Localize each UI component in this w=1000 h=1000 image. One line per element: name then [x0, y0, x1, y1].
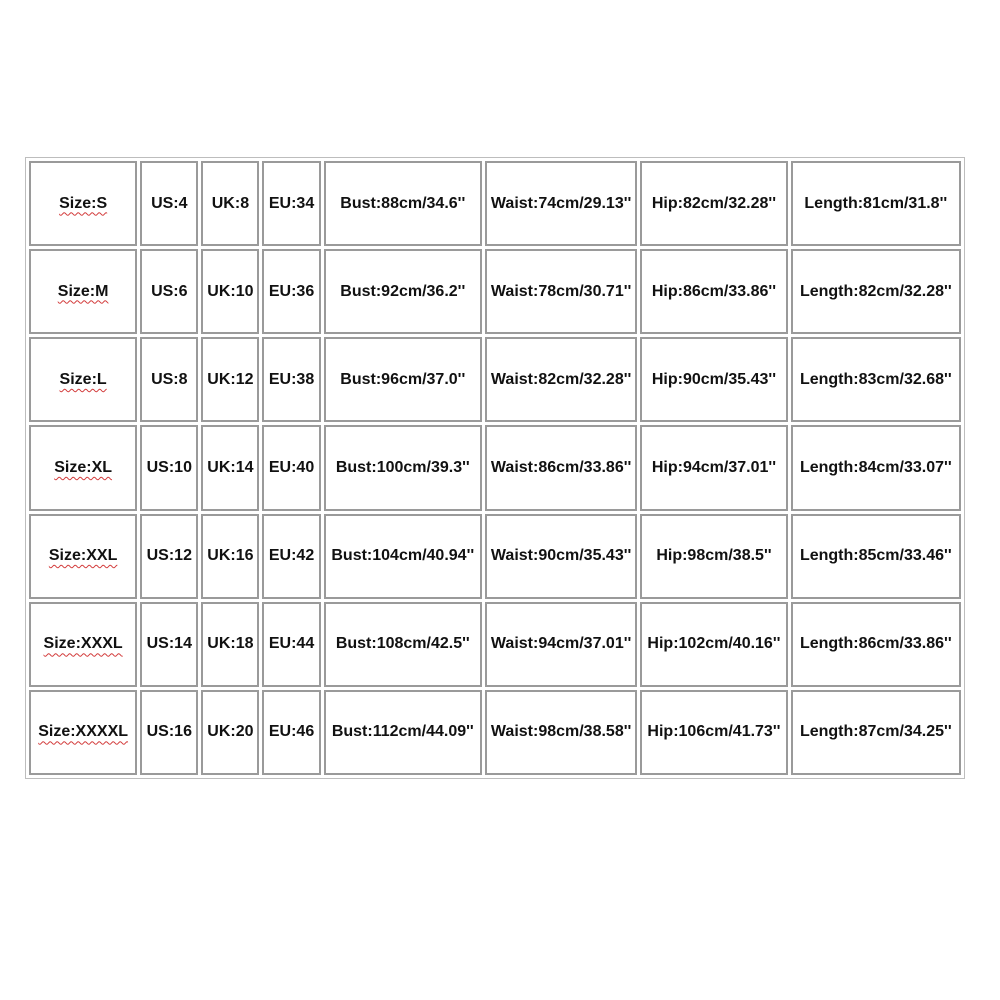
size-cell [29, 337, 137, 422]
eu-size-cell: EU:44 [262, 602, 320, 687]
waist-cell: Waist:86cm/33.86'' [485, 425, 637, 510]
us-size-cell: US:8 [140, 337, 198, 422]
size-label: Size:XXXXL [38, 723, 129, 741]
size-chart-table [25, 157, 965, 779]
size-cell [29, 602, 137, 687]
length-cell: Length:85cm/33.46'' [791, 514, 961, 599]
size-cell [29, 514, 137, 599]
bust-cell: Bust:112cm/44.09'' [324, 690, 482, 775]
size-cell [29, 690, 137, 775]
bust-cell: Bust:104cm/40.94'' [324, 514, 482, 599]
size-cell [29, 161, 137, 246]
us-size-cell: US:12 [140, 514, 198, 599]
eu-size-cell: EU:42 [262, 514, 320, 599]
uk-size-cell: UK:20 [201, 690, 259, 775]
size-label: Size:M [57, 282, 109, 300]
waist-cell: Waist:98cm/38.58'' [485, 690, 637, 775]
uk-size-cell: UK:16 [201, 514, 259, 599]
uk-size-cell: UK:18 [201, 602, 259, 687]
us-size-cell: US:4 [140, 161, 198, 246]
hip-cell: Hip:86cm/33.86'' [640, 249, 787, 334]
uk-size-cell: UK:10 [201, 249, 259, 334]
waist-cell: Waist:94cm/37.01'' [485, 602, 637, 687]
hip-cell: Hip:94cm/37.01'' [640, 425, 787, 510]
length-cell: Length:84cm/33.07'' [791, 425, 961, 510]
eu-size-cell: EU:36 [262, 249, 320, 334]
us-size-cell: US:10 [140, 425, 198, 510]
uk-size-cell: UK:12 [201, 337, 259, 422]
waist-cell: Waist:82cm/32.28'' [485, 337, 637, 422]
size-label: Size:S [59, 194, 108, 212]
waist-cell: Waist:74cm/29.13'' [485, 161, 637, 246]
table-row [29, 161, 961, 246]
size-label: Size:XL [54, 458, 113, 476]
table-row [29, 690, 961, 775]
us-size-cell: US:14 [140, 602, 198, 687]
table-row [29, 602, 961, 687]
us-size-cell: US:6 [140, 249, 198, 334]
table-row [29, 337, 961, 422]
size-cell [29, 249, 137, 334]
size-chart-body [29, 161, 961, 775]
uk-size-cell: UK:8 [201, 161, 259, 246]
table-row [29, 425, 961, 510]
eu-size-cell: EU:34 [262, 161, 320, 246]
eu-size-cell: EU:38 [262, 337, 320, 422]
hip-cell: Hip:90cm/35.43'' [640, 337, 787, 422]
bust-cell: Bust:96cm/37.0'' [324, 337, 482, 422]
size-label: Size:XXL [48, 547, 118, 565]
table-row [29, 249, 961, 334]
bust-cell: Bust:100cm/39.3'' [324, 425, 482, 510]
hip-cell: Hip:106cm/41.73'' [640, 690, 787, 775]
length-cell: Length:86cm/33.86'' [791, 602, 961, 687]
waist-cell: Waist:78cm/30.71'' [485, 249, 637, 334]
uk-size-cell: UK:14 [201, 425, 259, 510]
size-label: Size:L [59, 370, 107, 388]
hip-cell: Hip:98cm/38.5'' [640, 514, 787, 599]
bust-cell: Bust:108cm/42.5'' [324, 602, 482, 687]
length-cell: Length:82cm/32.28'' [791, 249, 961, 334]
bust-cell: Bust:92cm/36.2'' [324, 249, 482, 334]
length-cell: Length:83cm/32.68'' [791, 337, 961, 422]
hip-cell: Hip:102cm/40.16'' [640, 602, 787, 687]
size-cell [29, 425, 137, 510]
length-cell: Length:81cm/31.8'' [791, 161, 961, 246]
bust-cell: Bust:88cm/34.6'' [324, 161, 482, 246]
waist-cell: Waist:90cm/35.43'' [485, 514, 637, 599]
eu-size-cell: EU:40 [262, 425, 320, 510]
eu-size-cell: EU:46 [262, 690, 320, 775]
size-label: Size:XXXL [43, 635, 123, 653]
length-cell: Length:87cm/34.25'' [791, 690, 961, 775]
table-row [29, 514, 961, 599]
us-size-cell: US:16 [140, 690, 198, 775]
hip-cell: Hip:82cm/32.28'' [640, 161, 787, 246]
